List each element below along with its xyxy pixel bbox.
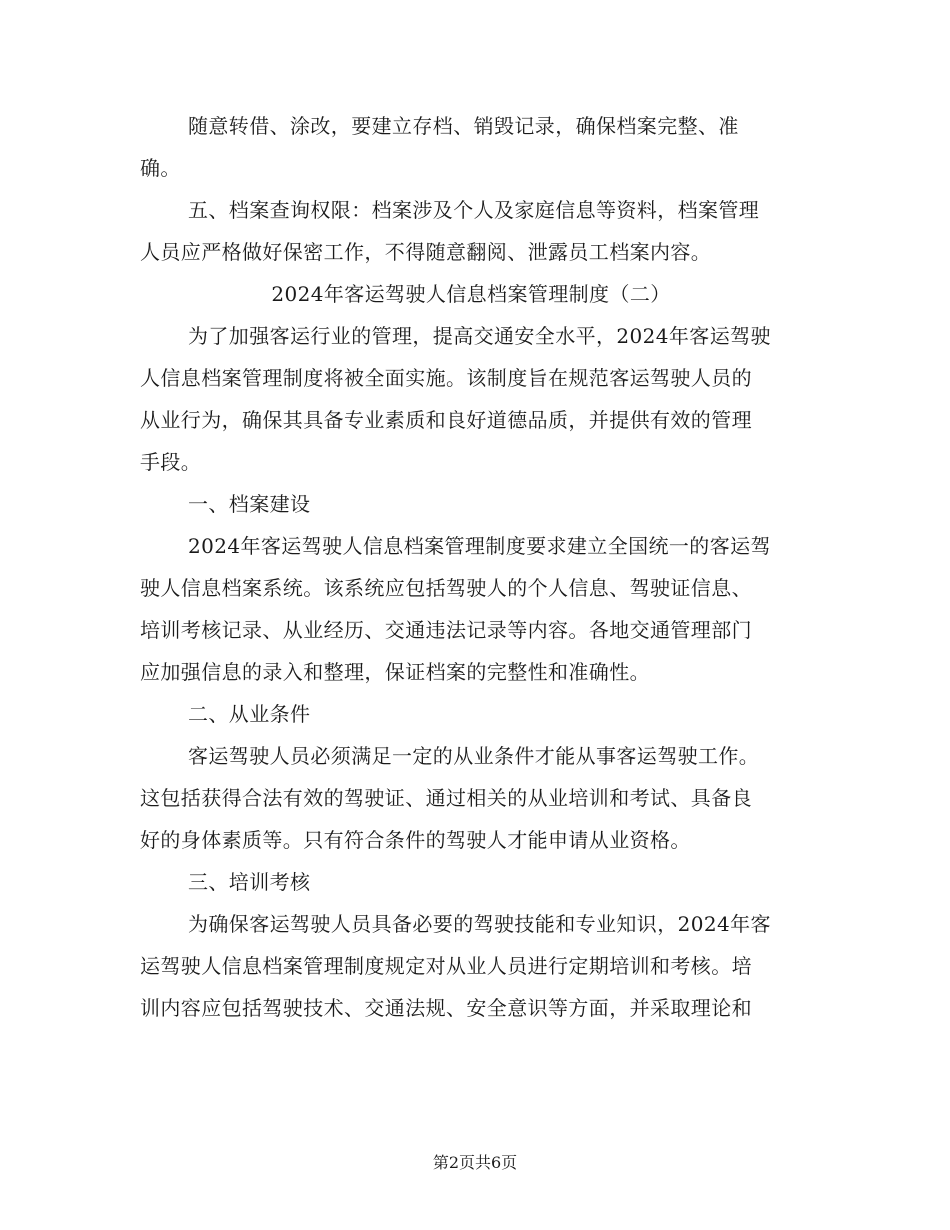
text-line: 为了加强客运行业的管理，提高交通安全水平，2024年客运驾驶 [188, 324, 771, 348]
text-line: 训内容应包括驾驶技术、交通法规、安全意识等方面，并采取理论和 [140, 996, 752, 1020]
text-line: 应加强信息的录入和整理，保证档案的完整性和准确性。 [140, 660, 650, 684]
page-number: 第2页共6页 [432, 1153, 518, 1172]
text-line: 为确保客运驾驶人员具备必要的驾驶技能和专业知识，2024年客 [188, 912, 771, 936]
text-line: 随意转借、涂改，要建立存档、销毁记录，确保档案完整、准 [188, 114, 739, 138]
text-line: 培训考核记录、从业经历、交通违法记录等内容。各地交通管理部门 [140, 618, 752, 642]
text-line: 客运驾驶人员必须满足一定的从业条件才能从事客运驾驶工作。 [188, 744, 760, 768]
section-heading: 三、培训考核 [188, 870, 311, 894]
text-line: 从业行为，确保其具备专业素质和良好道德品质，并提供有效的管理 [140, 408, 752, 432]
text-line: 运驾驶人信息档案管理制度规定对从业人员进行定期培训和考核。培 [140, 954, 752, 978]
text-line: 手段。 [140, 450, 202, 474]
text-line: 确。 [140, 156, 181, 180]
text-line: 五、档案查询权限：档案涉及个人及家庭信息等资料，档案管理 [188, 198, 760, 222]
text-line: 驶人信息档案系统。该系统应包括驾驶人的个人信息、驾驶证信息、 [140, 576, 752, 600]
text-line: 人员应严格做好保密工作，不得随意翻阅、泄露员工档案内容。 [140, 240, 712, 264]
section-heading: 二、从业条件 [188, 702, 311, 726]
section-title: 2024年客运驾驶人信息档案管理制度（二） [271, 282, 671, 306]
text-line: 好的身体素质等。只有符合条件的驾驶人才能申请从业资格。 [140, 828, 691, 852]
text-line: 人信息档案管理制度将被全面实施。该制度旨在规范客运驾驶人员的 [140, 366, 752, 390]
section-heading: 一、档案建设 [188, 492, 311, 516]
text-line: 2024年客运驾驶人信息档案管理制度要求建立全国统一的客运驾 [188, 534, 771, 558]
text-line: 这包括获得合法有效的驾驶证、通过相关的从业培训和考试、具备良 [140, 786, 752, 810]
document-body [140, 105, 802, 1029]
